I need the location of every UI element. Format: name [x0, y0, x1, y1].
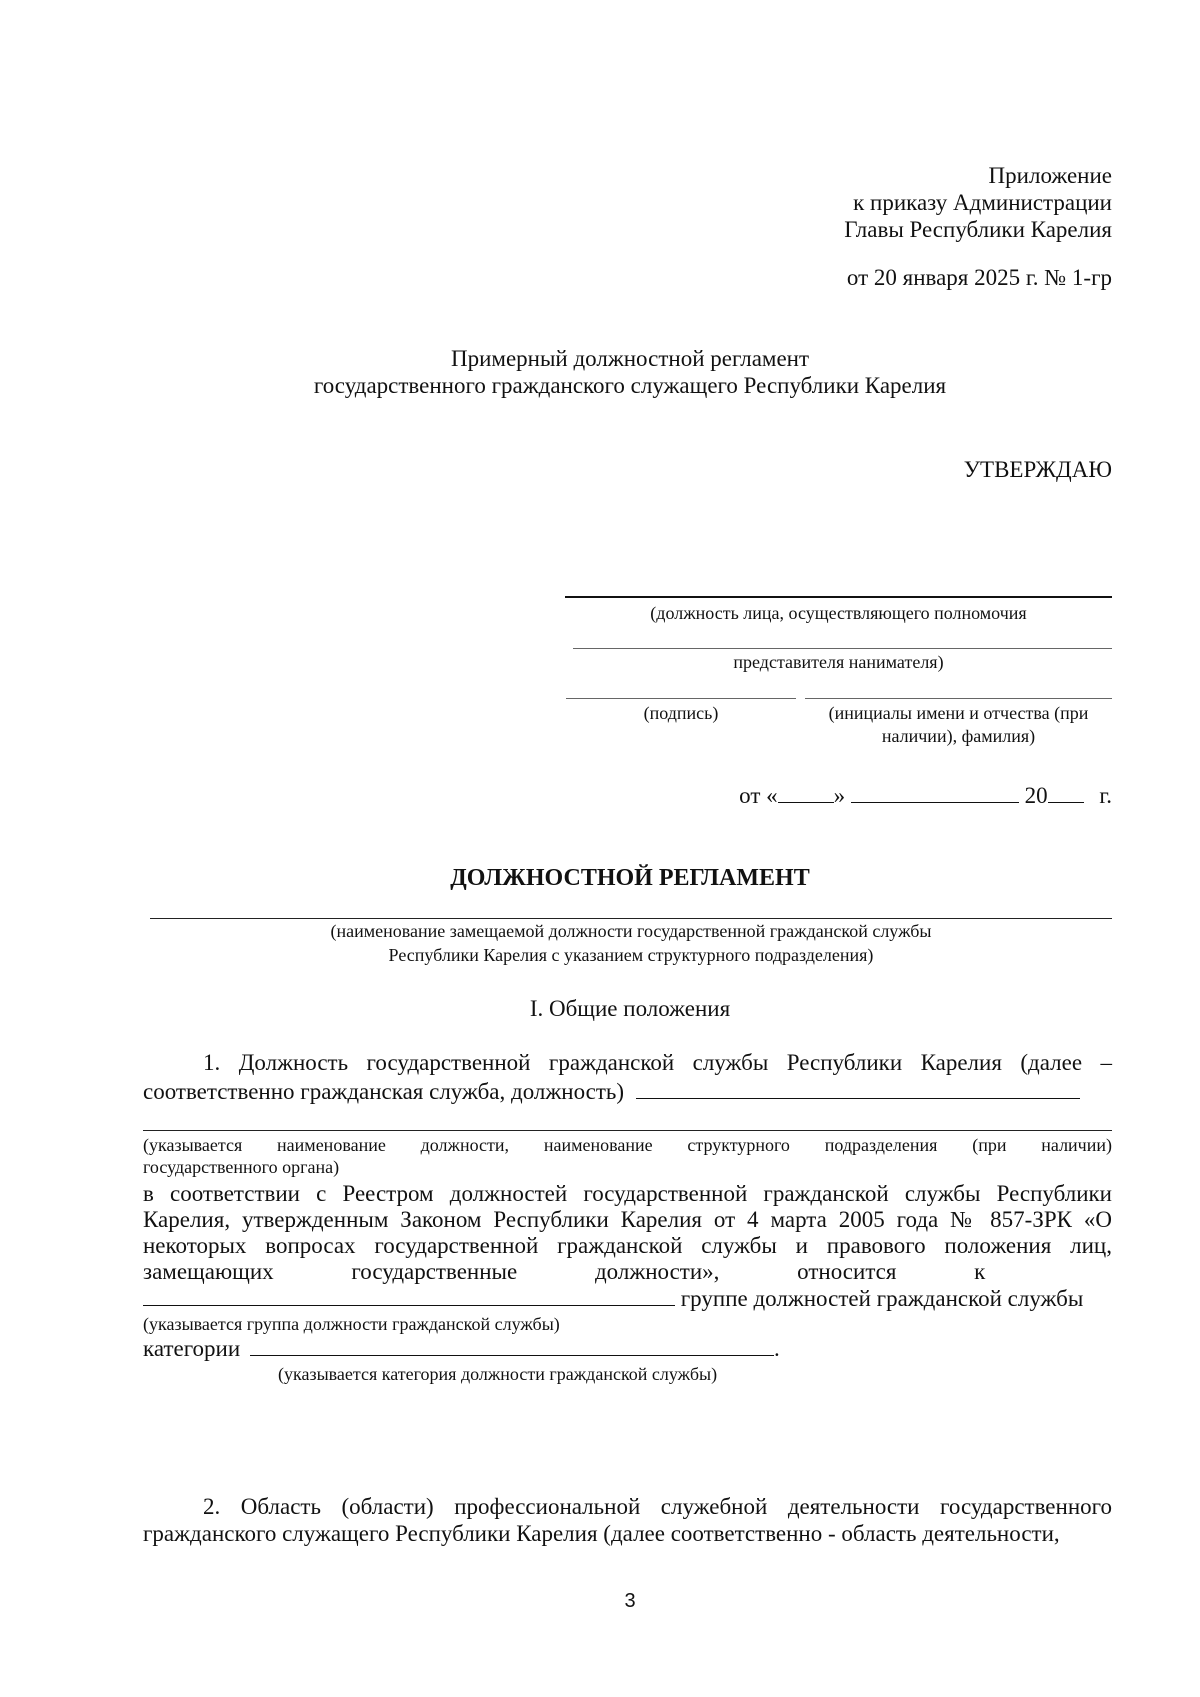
approval-date-mid: » — [833, 783, 846, 808]
name-line — [805, 698, 1112, 699]
approval-year-prefix: 20 — [1024, 783, 1048, 808]
p1-line-2-text: соответственно гражданская служба, должность) — [143, 1079, 625, 1104]
p2-line-2: гражданского служащего Республики Карелия (далее соответственно - область деятельности, — [143, 1521, 1060, 1546]
appendix-date: от 20 января 2025 г. № 1-гр — [846, 265, 1112, 290]
category-end: . — [773, 1336, 780, 1361]
regulation-caption-1: (наименование замещаемой должности государственной гражданской службы — [330, 921, 932, 941]
p1-line-6: замещающих государственные должности», относится к — [143, 1259, 986, 1284]
doc-title-line-2: государственного гражданского служащего Республики Карелия — [313, 373, 947, 398]
approver-position-caption-1: (должность лица, осуществляющего полномочия — [650, 603, 1027, 623]
name-caption-1: (инициалы имени и отчества (при — [828, 703, 1089, 723]
p1-line-7 — [143, 1283, 1083, 1314]
position-name-line — [150, 918, 1112, 919]
category-blank — [250, 1333, 774, 1356]
regulation-caption-2: Республики Карелия с указанием структурного подразделения) — [388, 945, 874, 965]
p2-line-1: 2. Область (области) профессиональной служебной деятельности государственного — [203, 1494, 1112, 1519]
section-1-title: I. Общие положения — [529, 996, 731, 1021]
approver-position-line-2 — [573, 648, 1112, 649]
appendix-line-2: к приказу Администрации — [853, 190, 1112, 215]
p1-line-5: некоторых вопросах государственной гражданской службы и правового положения лиц, — [143, 1233, 1112, 1258]
doc-title-line-1: Примерный должностной регламент — [450, 346, 810, 371]
p1-line-7-text: группе должностей гражданской службы — [680, 1286, 1084, 1311]
approver-position-line — [565, 596, 1112, 598]
position-blank-line-2 — [143, 1130, 1112, 1131]
approval-day-blank — [778, 780, 834, 803]
p1-line-3: в соответствии с Реестром должностей государственной гражданской службы Республики — [143, 1181, 1112, 1206]
page-number: 3 — [624, 1590, 636, 1612]
approval-year-blank — [1048, 780, 1084, 803]
name-caption-2: наличии), фамилия) — [881, 726, 1036, 746]
appendix-line-1: Приложение — [988, 163, 1112, 188]
caption-position-2: государственного органа) — [143, 1157, 340, 1177]
approval-date-suffix: г. — [1099, 783, 1112, 808]
group-blank — [143, 1283, 675, 1306]
caption-position-1: (указывается наименование должности, наименование структурного подразделения (при наличии) — [143, 1135, 1112, 1155]
approver-position-caption-2: представителя нанимателя) — [733, 652, 944, 672]
p1-line-8 — [143, 1333, 780, 1364]
regulation-heading: ДОЛЖНОСТНОЙ РЕГЛАМЕНТ — [450, 865, 810, 891]
p1-line-1: 1. Должность государственной гражданской службы Республики Карелия (далее – — [203, 1050, 1112, 1075]
position-blank — [636, 1076, 1080, 1099]
category-label: категории — [143, 1336, 241, 1361]
approval-date-row — [739, 780, 1112, 811]
approval-month-blank — [851, 780, 1019, 803]
signature-line — [566, 698, 796, 699]
p1-line-2 — [143, 1076, 1080, 1107]
approval-heading: УТВЕРЖДАЮ — [963, 457, 1112, 482]
appendix-line-3: Главы Республики Карелия — [844, 217, 1112, 242]
caption-category: (указывается категория должности гражданской службы) — [278, 1364, 718, 1384]
p1-line-4: Карелия, утвержденным Законом Республики Карелия от 4 марта 2005 года № 857-ЗРК «О — [143, 1207, 1112, 1232]
signature-caption: (подпись) — [643, 703, 719, 723]
caption-group: (указывается группа должности гражданской службы) — [143, 1314, 560, 1334]
approval-date-prefix: от « — [739, 783, 778, 808]
